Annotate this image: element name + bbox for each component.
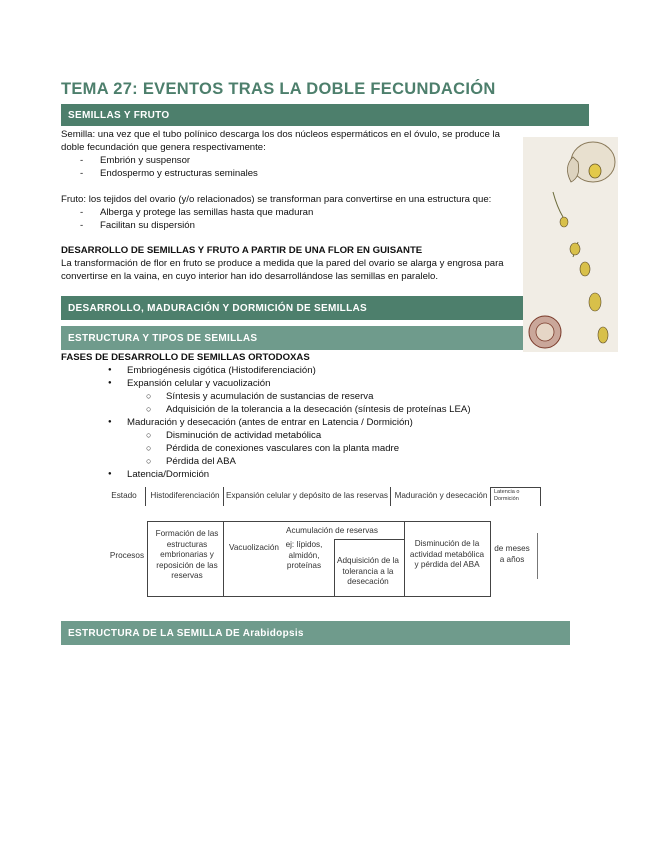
section-bar-semillas-fruto: SEMILLAS Y FRUTO	[61, 104, 589, 126]
list-item: ○ Síntesis y acumulación de sustancias de reserva	[166, 390, 373, 403]
table-divider	[490, 487, 540, 488]
table-border	[147, 596, 491, 597]
semilla-paragraph	[61, 128, 521, 154]
list-item: ○ Pérdida del ABA	[166, 455, 236, 468]
table-cell-vacuolizacion: Vacuolización	[229, 543, 279, 552]
semilla-line-1: Semilla: una vez que el tubo polínico descarga los dos núcleos espermáticos en el óvulo, se produce la	[61, 129, 500, 140]
page-title: TEMA 27: EVENTOS TRAS LA DOBLE FECUNDACIÓN	[61, 80, 496, 98]
table-cell-disminucion: Disminución de la actividad metabólica y pérdida del ABA	[409, 539, 485, 569]
guisante-line-1: La transformación de flor en fruto se produce a medida que la pared del ovario se alarga y engrosa para	[61, 258, 504, 269]
table-cell-acumulacion-ej: ej: lípidos, almidón, proteínas	[285, 540, 323, 570]
guisante-line-2: convertirse en la vaina, en cuyo interior han ido desarrollándose las semillas en paralelo.	[61, 271, 439, 282]
table-cell-latencia: Latencia o Dormición	[494, 489, 520, 502]
list-item: ● Maduración y desecación (antes de entrar en Latencia / Dormición)	[127, 416, 413, 429]
table-border	[147, 521, 148, 596]
fruto-line: Fruto: los tejidos del ovario (y/o relacionados) se transforman para convertirse en una estructura que:	[61, 194, 492, 205]
table-divider	[334, 539, 404, 540]
table-label-procesos: Procesos	[109, 551, 145, 560]
semilla-line-2: doble fecundación que genera respectivamente:	[61, 142, 266, 153]
list-item: - Embrión y suspensor	[100, 154, 190, 167]
list-item: - Alberga y protege las semillas hasta que maduran	[100, 206, 313, 219]
table-bracket	[537, 533, 538, 579]
list-item: ● Latencia/Dormición	[127, 468, 209, 481]
table-divider	[334, 539, 335, 596]
section-bar-estructura-tipos: ESTRUCTURA Y TIPOS DE SEMILLAS	[61, 326, 523, 350]
table-cell-adquisicion: Adquisición de la tolerancia a la desecación	[337, 556, 399, 586]
seed-development-table	[107, 487, 544, 599]
table-divider	[540, 487, 541, 506]
list-item: ○ Pérdida de conexiones vasculares con la planta madre	[166, 442, 399, 455]
table-divider	[490, 521, 491, 597]
table-divider	[404, 521, 405, 596]
table-label-estado: Estado	[111, 491, 137, 500]
guisante-heading: DESARROLLO DE SEMILLAS Y FRUTO A PARTIR DE UNA FLOR EN GUISANTE	[61, 245, 423, 256]
table-cell-histo: Histodiferenciación	[150, 491, 220, 500]
list-item: ○ Adquisición de la tolerancia a la desecación (síntesis de proteínas LEA)	[166, 403, 471, 416]
list-item: ● Embriogénesis cigótica (Histodiferenciación)	[127, 364, 316, 377]
list-item: ● Expansión celular y vacuolización	[127, 377, 270, 390]
list-item: - Endospermo y estructuras seminales	[100, 167, 258, 180]
section-bar-arabidopsis: ESTRUCTURA DE LA SEMILLA DE Arabidopsis	[61, 621, 570, 645]
table-divider	[145, 487, 146, 506]
table-cell-expansion: Expansión celular y depósito de las reservas	[225, 491, 389, 500]
section-bar-desarrollo: DESARROLLO, MADURACIÓN Y DORMICIÓN DE SEMILLAS	[61, 296, 523, 320]
table-divider	[223, 521, 224, 596]
table-cell-acumulacion: Acumulación de reservas	[286, 526, 378, 535]
table-cell-maduracion: Maduración y desecación	[394, 491, 488, 500]
table-border	[147, 521, 490, 522]
fases-heading: FASES DE DESARROLLO DE SEMILLAS ORTODOXAS	[61, 352, 310, 363]
table-divider	[390, 487, 391, 506]
list-item: ○ Disminución de actividad metabólica	[166, 429, 321, 442]
list-item: - Facilitan su dispersión	[100, 219, 195, 232]
pea-flower-fruit-illustration	[523, 137, 618, 352]
table-cell-meses: de meses a años	[494, 544, 530, 564]
table-cell-formacion: Formación de las estructuras embrionarias y reposición de las reservas	[155, 529, 219, 580]
table-divider	[490, 487, 491, 506]
table-divider	[223, 487, 224, 506]
